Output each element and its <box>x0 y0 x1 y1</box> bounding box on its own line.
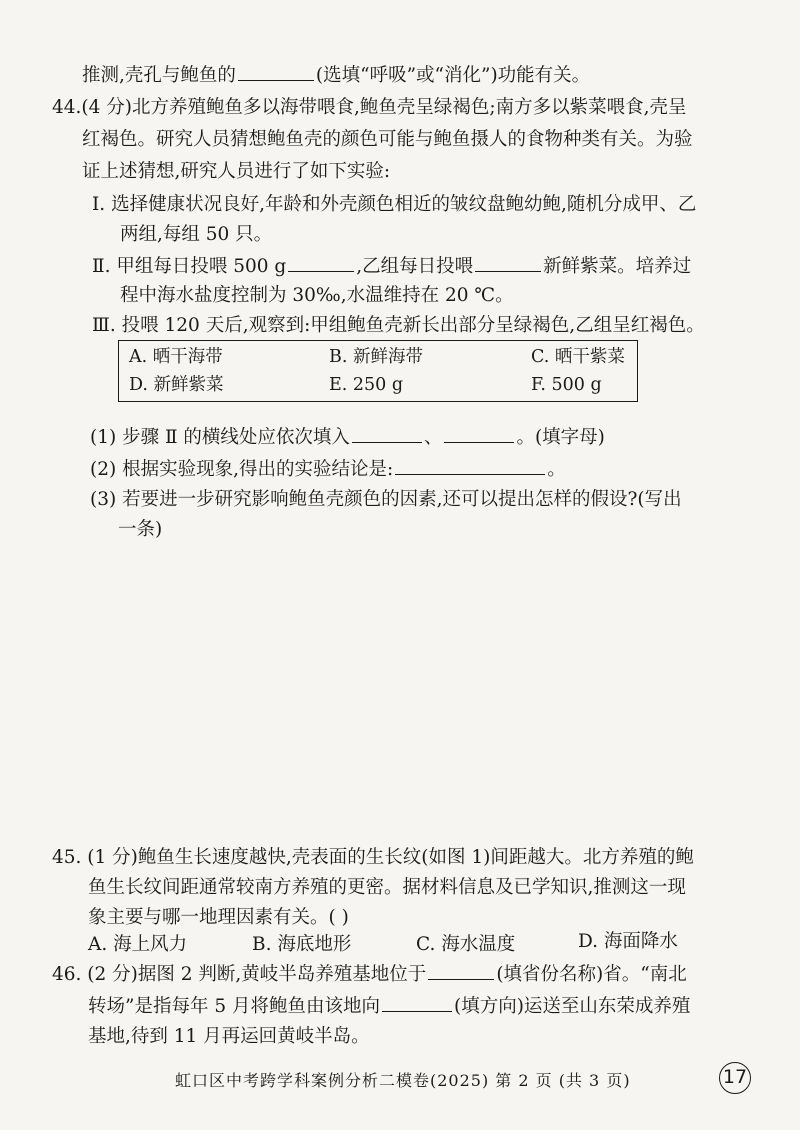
question-44-intro-1: (4 分)北方养殖鲍鱼多以海带喂食,鲍鱼壳呈绿褐色;南方多以紫菜喂食,壳呈 <box>81 97 687 118</box>
sub-question-1 <box>90 424 605 451</box>
choice-a[interactable]: A. 海上风力 <box>88 934 188 955</box>
sub-1-blank-2[interactable] <box>444 424 514 443</box>
question-46-line-2 <box>88 993 690 1020</box>
question-number: 44. <box>52 97 82 118</box>
step-3-label: Ⅲ. <box>92 315 116 336</box>
choice-d[interactable]: D. 海面降水 <box>578 931 678 952</box>
option-c: C. 晒干紫菜 <box>531 347 625 367</box>
question-44-line-1 <box>52 95 687 121</box>
sub-2-text-a: (2) 根据实验现象,得出的实验结论是: <box>90 459 394 480</box>
step-2-text-a2: ,乙组每日投喂 <box>356 256 474 277</box>
choice-c[interactable]: C. 海水温度 <box>416 934 516 955</box>
answer-blank[interactable] <box>238 62 314 81</box>
step-2-label: Ⅱ. <box>92 256 111 277</box>
sub-1-text-c: 。(填字母) <box>516 427 605 448</box>
step-1-label: Ⅰ. <box>92 194 106 215</box>
question-44-line-3: 证上述猜想,研究人员进行了如下实验: <box>82 161 391 182</box>
continuation-line <box>82 62 590 89</box>
question-45-line-2: 鱼生长纹间距通常较南方养殖的更密。据材料信息及已学知识,推测这一现 <box>88 877 686 898</box>
option-e: E. 250 g <box>329 375 404 395</box>
q46-text-d: (填方向)运送至山东荣成养殖 <box>454 996 691 1017</box>
step-3-text: 投喂 120 天后,观察到:甲组鲍鱼壳新长出部分呈绿褐色,乙组呈红褐色。 <box>121 315 705 336</box>
page-badge: 17 <box>719 1062 751 1094</box>
q46-text-b: (填省份名称)省。“南北 <box>496 964 687 985</box>
sub-1-text-a: (1) 步骤 Ⅱ 的横线处应依次填入 <box>90 427 350 448</box>
q46-text-a: 46. (2 分)据图 2 判断,黄岐半岛养殖基地位于 <box>52 964 427 985</box>
option-b: B. 新鲜海带 <box>329 347 423 367</box>
option-f: F. 500 g <box>531 375 602 395</box>
sub-question-3-line-1: (3) 若要进一步研究影响鲍鱼壳颜色的因素,还可以提出怎样的假设?(写出 <box>90 489 682 510</box>
q46-blank-2[interactable] <box>382 993 452 1012</box>
sub-question-3-line-2: 一条) <box>118 519 163 540</box>
step-2-line-1 <box>92 253 691 280</box>
question-45-line-3: 象主要与哪一地理因素有关。( ) <box>88 907 349 928</box>
option-d: D. 新鲜紫菜 <box>129 375 224 395</box>
q46-text-c: 转场”是指每年 5 月将鲍鱼由该地向 <box>88 996 380 1017</box>
sub-1-text-b: 、 <box>423 427 443 448</box>
page-footer: 虹口区中考跨学科案例分析二模卷(2025) 第 2 页 (共 3 页) <box>175 1071 631 1090</box>
step-2-line-2: 程中海水盐度控制为 30‰,水温维持在 20 ℃。 <box>120 285 514 306</box>
sub-2-blank[interactable] <box>395 456 545 475</box>
answer-space[interactable] <box>82 550 722 830</box>
step-2-text-a1: 甲组每日投喂 500 g <box>116 256 287 277</box>
question-45-line-1: 45. (1 分)鲍鱼生长速度越快,壳表面的生长纹(如图 1)间距越大。北方养殖的鲍 <box>52 847 694 868</box>
sub-question-2 <box>90 456 566 483</box>
step-1-line-2: 两组,每组 50 只。 <box>120 224 273 245</box>
choice-b[interactable]: B. 海底地形 <box>252 934 352 955</box>
continuation-text-b: (选填“呼吸”或“消化”)功能有关。 <box>315 65 591 86</box>
step-3-line <box>92 313 705 339</box>
step-2-text-a3: 新鲜紫菜。培养过 <box>543 256 692 277</box>
sub-1-blank-1[interactable] <box>352 424 422 443</box>
step-1-line-1 <box>92 192 696 218</box>
step-1-text-a: 选择健康状况良好,年龄和外壳颜色相近的皱纹盘鲍幼鲍,随机分成甲、乙 <box>111 194 697 215</box>
continuation-text-a: 推测,壳孔与鲍鱼的 <box>82 65 236 86</box>
question-46-line-1 <box>52 961 687 988</box>
question-46-line-3: 基地,待到 11 月再运回黄岐半岛。 <box>88 1026 370 1047</box>
q46-blank-1[interactable] <box>428 961 494 980</box>
question-44-line-2: 红褐色。研究人员猜想鲍鱼壳的颜色可能与鲍鱼摄人的食物种类有关。为验 <box>82 129 693 150</box>
step-2-blank-2[interactable] <box>475 253 541 272</box>
option-a: A. 晒干海带 <box>129 347 223 367</box>
sub-2-text-b: 。 <box>547 459 566 480</box>
step-2-blank-1[interactable] <box>288 253 354 272</box>
options-box <box>118 340 638 402</box>
